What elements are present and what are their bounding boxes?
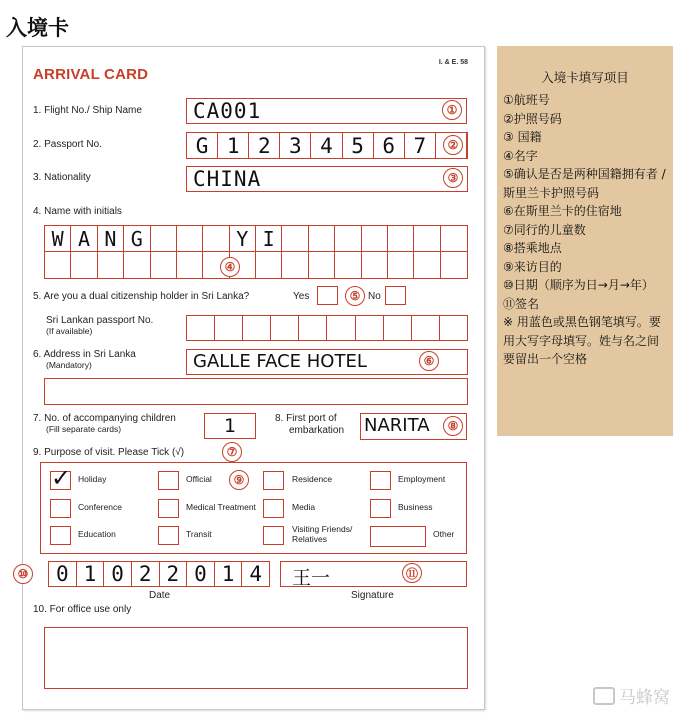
children-label: 7. No. of accompanying children <box>33 413 176 424</box>
purpose-official-label: Official <box>186 474 212 484</box>
sl-passport-char-cell <box>384 316 412 340</box>
name-char-cell <box>309 252 335 278</box>
guide-item: ※ 用蓝色或黑色钢笔填写。要用大写字母填写。姓与名之间要留出一个空格 <box>503 315 661 366</box>
dual-yes-checkbox[interactable] <box>317 286 338 305</box>
passport-char-cell: 1 <box>218 133 249 158</box>
name-char-cell: Y <box>230 226 256 252</box>
guide-item: ⑧搭乘地点 <box>503 241 562 255</box>
arrival-card <box>17 46 485 710</box>
purpose-medical-label: Medical Treatment <box>186 502 256 512</box>
purpose-medical-checkbox[interactable] <box>158 499 179 518</box>
purpose-holiday-checkbox[interactable] <box>50 464 72 492</box>
date-field[interactable] <box>48 561 270 587</box>
guide-item: ①航班号 <box>503 93 550 107</box>
marker-6: ⑥ <box>419 351 439 371</box>
address-field-line2[interactable] <box>44 378 468 405</box>
purpose-business-checkbox[interactable] <box>370 499 391 518</box>
name-char-cell <box>441 252 467 278</box>
embark-label: 8. First port of <box>275 413 337 424</box>
purpose-panel <box>40 462 467 554</box>
date-label: Date <box>149 590 171 601</box>
flight-value: CA001 <box>193 99 262 123</box>
sl-passport-char-cell <box>299 316 327 340</box>
guide-item: ②护照号码 <box>503 111 562 126</box>
purpose-media-label: Media <box>292 502 316 512</box>
name-char-cell <box>98 252 124 278</box>
guide-item: ⑦同行的儿童数 <box>503 222 586 237</box>
name-char-cell <box>388 252 414 278</box>
date-char-cell: 2 <box>160 562 188 586</box>
guide-item: ⑨来访目的 <box>503 259 562 274</box>
passport-char-cell: 5 <box>343 133 374 158</box>
sl-passport-sublabel: (If available) <box>46 326 93 336</box>
sl-passport-char-cell <box>327 316 355 340</box>
name-char-cell: A <box>71 226 97 252</box>
name-grid[interactable] <box>44 225 468 279</box>
office-label: 10. For office use only <box>33 604 132 615</box>
passport-field[interactable] <box>186 132 468 159</box>
name-char-cell <box>335 252 361 278</box>
marker-11: ⑪ <box>402 563 422 583</box>
name-char-cell <box>45 252 71 278</box>
marker-4: ④ <box>220 257 240 277</box>
marker-10: ⑩ <box>13 564 33 584</box>
date-char-cell: 0 <box>49 562 77 586</box>
purpose-conference-label: Conference <box>78 502 122 512</box>
date-char-cell: 4 <box>249 562 263 586</box>
sl-passport-char-cell <box>243 316 271 340</box>
children-field[interactable] <box>204 413 256 439</box>
name-char-cell <box>71 252 97 278</box>
dual-no-label: No <box>368 291 381 302</box>
marker-9: ⑨ <box>229 470 249 490</box>
address-label: 6. Address in Sri Lanka <box>33 349 136 360</box>
name-char-cell: N <box>98 226 124 252</box>
children-value: 1 <box>224 415 237 437</box>
nationality-value: CHINA <box>193 167 262 191</box>
guide-list <box>503 91 669 369</box>
signature-value: 王一 <box>292 567 331 589</box>
purpose-vfr-label: Visiting Friends/ <box>292 524 353 534</box>
sl-passport-char-cell <box>356 316 384 340</box>
marker-5: ⑤ <box>345 286 365 306</box>
name-char-cell <box>256 252 282 278</box>
address-value: GALLE FACE HOTEL <box>193 351 367 372</box>
card-title: ARRIVAL CARD <box>33 66 149 83</box>
purpose-employment-label: Employment <box>398 474 446 484</box>
guide-heading: 入境卡填写项目 <box>541 70 629 85</box>
purpose-employment-checkbox[interactable] <box>370 471 391 490</box>
name-char-cell <box>282 252 308 278</box>
sl-passport-char-cell <box>215 316 243 340</box>
date-char-cell: 1 <box>215 562 243 586</box>
embark-field[interactable] <box>360 413 467 440</box>
date-char-cell: 2 <box>132 562 160 586</box>
passport-char-cell: G <box>187 133 218 158</box>
name-char-cell <box>124 252 150 278</box>
guide-item: ⑪签名 <box>503 296 540 311</box>
purpose-vfr-label-2: Relatives <box>292 534 327 544</box>
checkmark-icon: ✓ <box>51 464 72 492</box>
purpose-education-label: Education <box>78 529 116 539</box>
marker-1: ① <box>442 100 462 120</box>
purpose-official-checkbox[interactable] <box>158 471 179 490</box>
passport-char-cell: 3 <box>280 133 311 158</box>
marker-3: ③ <box>443 168 463 188</box>
dual-no-checkbox[interactable] <box>385 286 406 305</box>
name-char-cell <box>414 226 440 252</box>
sl-passport-char-cell <box>412 316 440 340</box>
passport-char-cell: 4 <box>311 133 342 158</box>
sl-passport-char-cell <box>187 316 215 340</box>
purpose-transit-label: Transit <box>186 529 212 539</box>
name-char-cell <box>414 252 440 278</box>
date-char-cell: 0 <box>104 562 132 586</box>
card-code: I. & E. 58 <box>438 59 468 66</box>
passport-char-cell: 6 <box>374 133 405 158</box>
flight-field[interactable] <box>186 98 467 124</box>
name-char-cell <box>362 226 388 252</box>
embark-value: NARITA <box>364 415 430 436</box>
signature-field[interactable] <box>280 561 467 587</box>
passport-char-cell: 7 <box>405 133 436 158</box>
date-char-cell: 0 <box>187 562 215 586</box>
purpose-holiday-label: Holiday <box>78 474 107 484</box>
guide-item: ③ 国籍 <box>503 130 542 144</box>
guide-item: ⑤确认是否是两种国籍拥有者 / 斯里兰卡护照号码 <box>503 167 666 200</box>
purpose-other-field[interactable] <box>370 526 426 547</box>
guide-item: ④名字 <box>503 148 538 163</box>
sl-passport-label: Sri Lankan passport No. <box>46 315 154 326</box>
name-char-cell <box>203 226 229 252</box>
name-char-cell <box>362 252 388 278</box>
page-title: 入境卡 <box>6 16 69 40</box>
dual-yes-label: Yes <box>293 291 310 302</box>
sl-passport-field[interactable] <box>186 315 468 341</box>
purpose-other-label: Other <box>433 529 455 539</box>
watermark-text: 马蜂窝 <box>619 688 670 708</box>
name-char-cell <box>177 226 203 252</box>
watermark <box>593 683 670 708</box>
purpose-media-checkbox[interactable] <box>263 499 284 518</box>
date-char-cell: 1 <box>77 562 105 586</box>
name-char-cell: W <box>45 226 71 252</box>
children-sublabel: (Fill separate cards) <box>46 424 122 434</box>
address-sublabel: (Mandatory) <box>46 360 92 370</box>
marker-2: ② <box>443 135 463 155</box>
dual-label: 5. Are you a dual citizenship holder in Sri Lanka? <box>33 291 250 302</box>
name-char-cell <box>335 226 361 252</box>
name-char-cell <box>151 252 177 278</box>
name-char-cell <box>388 226 414 252</box>
name-char-cell <box>151 226 177 252</box>
flight-label: 1. Flight No./ Ship Name <box>33 105 142 116</box>
guide-item: ⑥在斯里兰卡的住宿地 <box>503 204 622 218</box>
sl-passport-char-cell <box>271 316 299 340</box>
watermark-logo-icon <box>593 687 615 705</box>
guide-panel <box>497 46 673 436</box>
address-field[interactable] <box>186 349 468 375</box>
passport-label: 2. Passport No. <box>33 139 102 150</box>
purpose-transit-checkbox[interactable] <box>158 526 179 545</box>
purpose-residence-label: Residence <box>292 474 333 484</box>
marker-7: ⑦ <box>222 442 242 462</box>
nationality-label: 3. Nationality <box>33 172 91 183</box>
name-char-cell <box>177 252 203 278</box>
passport-char-cell: 2 <box>249 133 280 158</box>
name-char-cell <box>441 226 467 252</box>
purpose-residence-checkbox[interactable] <box>263 471 284 490</box>
embark-sublabel: embarkation <box>289 425 345 436</box>
purpose-vfr-checkbox[interactable] <box>263 526 284 545</box>
purpose-label: 9. Purpose of visit. Please Tick (√) <box>33 447 185 458</box>
purpose-conference-checkbox[interactable] <box>50 499 71 518</box>
name-char-cell: I <box>256 226 282 252</box>
name-char-cell <box>282 226 308 252</box>
office-field <box>44 627 468 689</box>
name-label: 4. Name with initials <box>33 206 122 217</box>
purpose-education-checkbox[interactable] <box>50 526 71 545</box>
sl-passport-char-cell <box>440 316 467 340</box>
guide-item: ⑩日期（顺序为日→月→年） <box>503 278 654 292</box>
nationality-field[interactable] <box>186 166 468 192</box>
name-char-cell <box>309 226 335 252</box>
name-char-cell: G <box>124 226 150 252</box>
signature-label: Signature <box>351 590 394 601</box>
purpose-business-label: Business <box>398 502 433 512</box>
marker-8: ⑧ <box>443 416 463 436</box>
